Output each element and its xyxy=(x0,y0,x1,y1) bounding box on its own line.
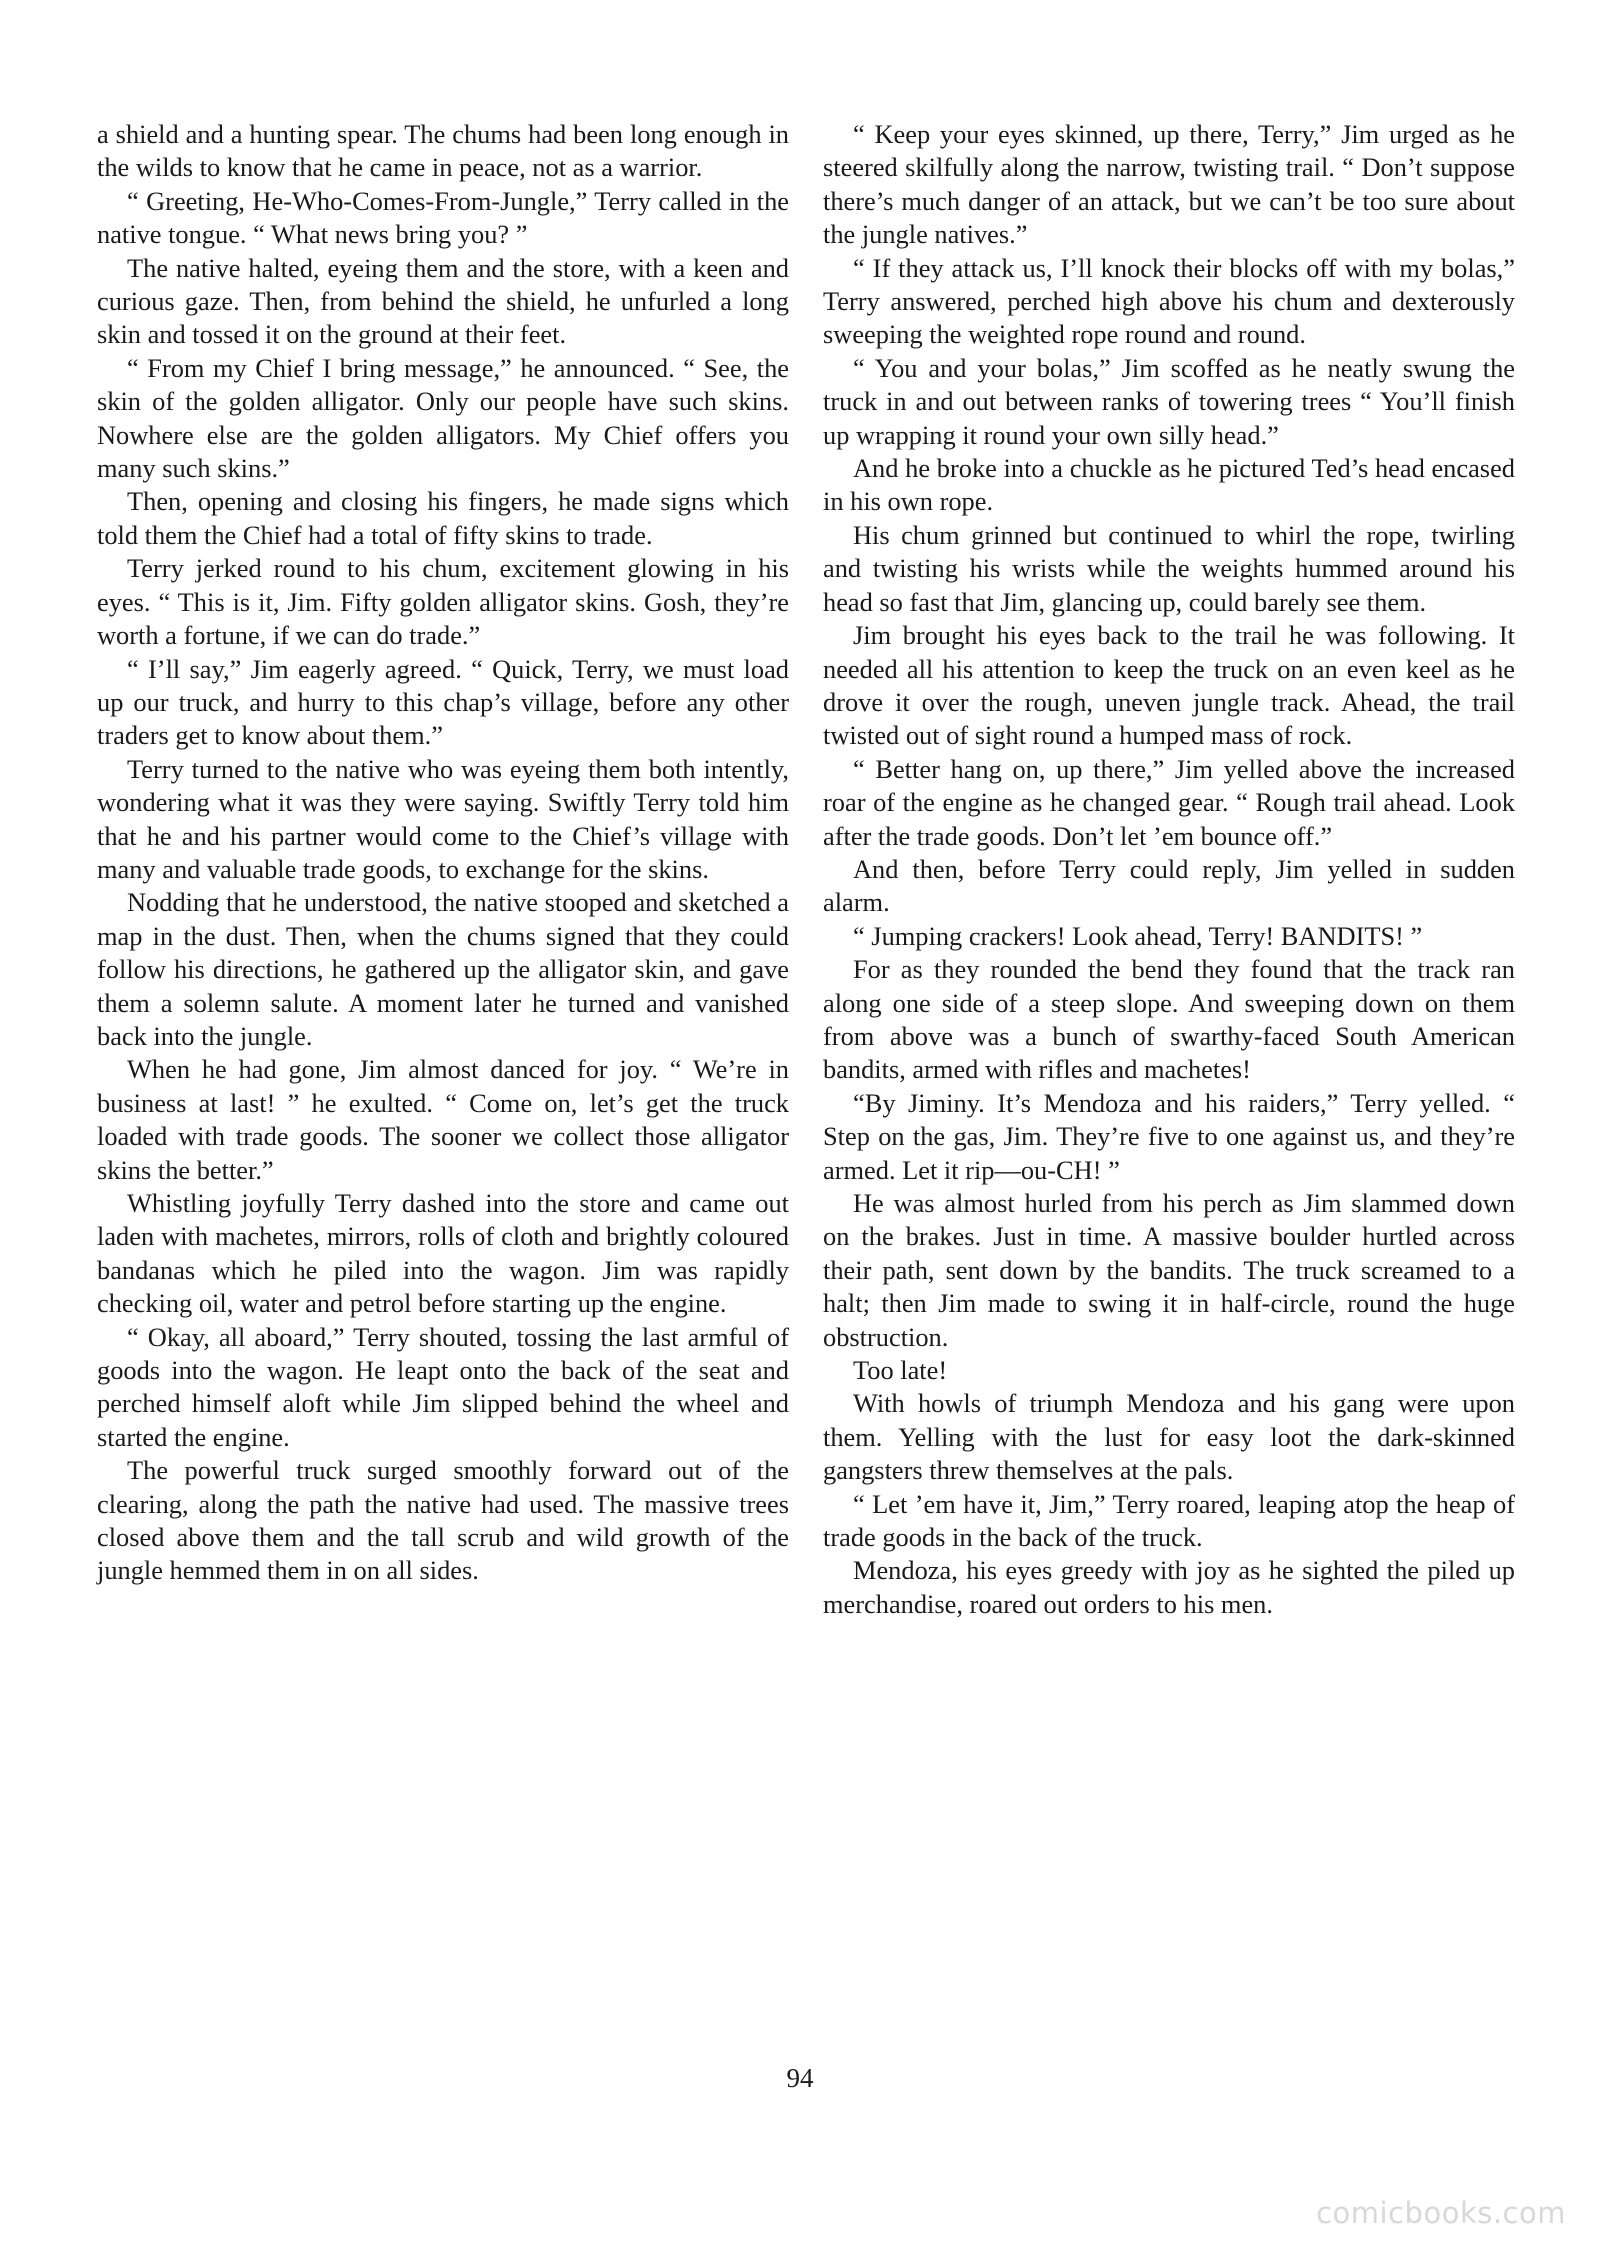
paragraph: Terry turned to the native who was eyeing them both intently, wondering what it was they were saying. Swiftly Terry told him that he and his partner would come to the Chief’s village with many and valuable trade goods, to exchange for the skins. xyxy=(97,753,789,884)
paragraph: For as they rounded the bend they found that the track ran along one side of a steep slope. And sweeping down on them from above was a bunch of swarthy-faced South American bandits, armed with rifles and machetes! xyxy=(823,954,1515,1085)
paragraph: “ If they attack us, I’ll knock their blocks off with my bolas,” Terry answered, perched high above his chum and dexterously sweeping the weighted rope round and round. xyxy=(823,252,1515,350)
paragraph: With howls of triumph Mendoza and his gang were upon them. Yelling with the lust for easy loot the dark-skinned gangsters threw themselves at the pals. xyxy=(823,1388,1515,1486)
paragraph: Whistling joyfully Terry dashed into the store and came out laden with machetes, mirrors, rolls of cloth and brightly coloured bandanas which he piled into the wagon. Jim was rapidly checking oil, water and petrol before starting up the engine. xyxy=(97,1188,789,1319)
paragraph: “ I’ll say,” Jim eagerly agreed. “ Quick, Terry, we must load up our truck, and hurry to this chap’s village, before any other traders get to know about them.” xyxy=(97,653,789,751)
paragraph: “ Okay, all aboard,” Terry shouted, tossing the last armful of goods into the wagon. He leapt onto the back of the seat and perched himself aloft while Jim slipped behind the wheel and started the engine. xyxy=(97,1321,789,1452)
paragraph: Mendoza, his eyes greedy with joy as he sighted the piled up merchandise, roared out orders to his men. xyxy=(823,1555,1515,1619)
paragraph: When he had gone, Jim almost danced for joy. “ We’re in business at last! ” he exulted. “ Come on, let’s get the truck loaded with trade goods. The sooner we collect those alligator skins the better.” xyxy=(97,1054,789,1185)
left-column xyxy=(97,118,789,2048)
paragraph: The native halted, eyeing them and the store, with a keen and curious gaze. Then, from behind the shield, he unfurled a long skin and tossed it on the ground at their feet. xyxy=(97,252,789,350)
paragraph: “ Let ’em have it, Jim,” Terry roared, leaping atop the heap of trade goods in the back of the truck. xyxy=(823,1488,1515,1553)
paragraph: “By Jiminy. It’s Mendoza and his raiders,” Terry yelled. “ Step on the gas, Jim. They’re five to one against us, and they’re armed. Let it rip—ou-CH! ” xyxy=(823,1087,1515,1185)
paragraph: And then, before Terry could reply, Jim yelled in sudden alarm. xyxy=(823,853,1515,918)
page-body xyxy=(97,118,1515,2048)
paragraph: Nodding that he understood, the native stooped and sketched a map in the dust. Then, when the chums signed that they could follow his directions, he gathered up the alligator skin, and gave them a solemn salute. A moment later he turned and vanished back into the jungle. xyxy=(97,887,789,1051)
paragraph: “ From my Chief I bring message,” he announced. “ See, the skin of the golden alligator. Only our people have such skins. Nowhere else are the golden alligators. My Chief offers you many such skins.” xyxy=(97,352,789,484)
page-number: 94 xyxy=(786,2063,814,2093)
paragraph: The powerful truck surged smoothly forward out of the clearing, along the path the native had used. The massive trees closed above them and the tall scrub and wild growth of the jungle hemmed them in on all sides. xyxy=(97,1455,789,1586)
paragraph: And he broke into a chuckle as he pictured Ted’s head encased in his own rope. xyxy=(823,453,1515,517)
paragraph: “ You and your bolas,” Jim scoffed as he neatly swung the truck in and out between ranks of towering trees “ You’ll finish up wrapping it round your own silly head.” xyxy=(823,352,1515,450)
paragraph: He was almost hurled from his perch as Jim slammed down on the brakes. Just in time. A massive boulder hurtled across their path, sent down by the bandits. The truck screamed to a halt; then Jim made to swing it in half-circle, round the huge obstruction. xyxy=(823,1188,1515,1352)
paragraph: “ Jumping crackers! Look ahead, Terry! BANDITS! ” xyxy=(853,920,1423,951)
paragraph: “ Keep your eyes skinned, up there, Terry,” Jim urged as he steered skilfully along the narrow, twisting trail. “ Don’t suppose there’s much danger of an attack, but we can’t be too sure about the jungle natives.” xyxy=(823,119,1515,250)
site-watermark: comicbooks.com xyxy=(1316,2196,1566,2230)
paragraph: Too late! xyxy=(853,1355,948,1386)
paragraph: Then, opening and closing his fingers, he made signs which told them the Chief had a total of fifty skins to trade. xyxy=(97,486,789,550)
right-column xyxy=(823,118,1515,2048)
paragraph: Terry jerked round to his chum, excitement glowing in his eyes. “ This is it, Jim. Fifty golden alligator skins. Gosh, they’re worth a fortune, if we can do trade.” xyxy=(97,553,789,651)
paragraph: a shield and a hunting spear. The chums had been long enough in the wilds to know that he came in peace, not as a warrior. xyxy=(97,119,789,183)
paragraph: “ Greeting, He-Who-Comes-From-Jungle,” Terry called in the native tongue. “ What news bring you? ” xyxy=(97,185,789,250)
paragraph: “ Better hang on, up there,” Jim yelled above the increased roar of the engine as he changed gear. “ Rough trail ahead. Look after the trade goods. Don’t let ’em bounce off.” xyxy=(823,753,1515,851)
paragraph: His chum grinned but continued to whirl the rope, twirling and twisting his wrists while the weights hummed around his head so fast that Jim, glancing up, could barely see them. xyxy=(823,519,1515,617)
paragraph: Jim brought his eyes back to the trail he was following. It needed all his attention to keep the truck on an even keel as he drove it over the rough, uneven jungle track. Ahead, the trail twisted out of sight round a humped mass of rock. xyxy=(823,620,1515,751)
